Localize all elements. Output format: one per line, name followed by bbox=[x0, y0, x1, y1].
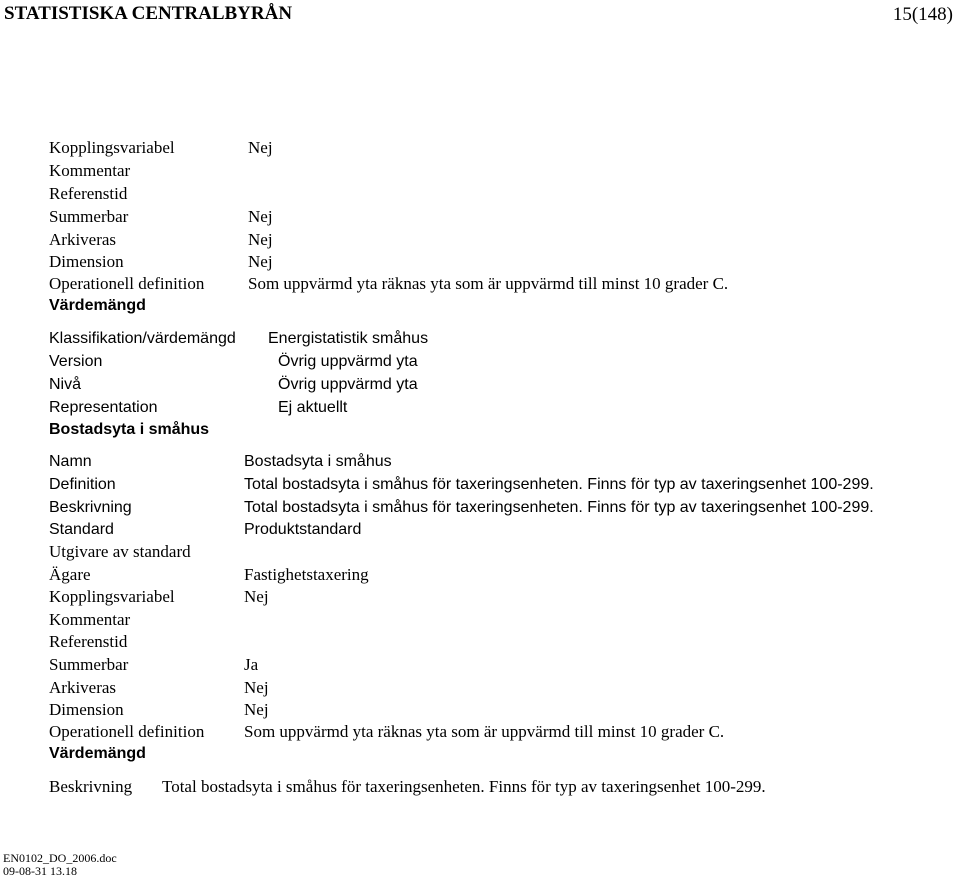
field-value: Fastighetstaxering bbox=[244, 565, 369, 584]
field-value: Nej bbox=[244, 587, 269, 606]
classification-label: Nivå bbox=[49, 376, 82, 393]
field-label: Arkiveras bbox=[49, 678, 117, 697]
classification-value: Övrig uppvärmd yta bbox=[278, 353, 418, 370]
field-label: Kopplingsvariabel bbox=[49, 587, 175, 606]
field-label: Kopplingsvariabel bbox=[49, 138, 175, 157]
field-label: Operationell definition bbox=[49, 274, 205, 293]
field-label: Standard bbox=[49, 521, 114, 538]
description-value: Total bostadsyta i småhus för taxeringsenheten. Finns för typ av taxeringsenhet 100-299. bbox=[162, 777, 766, 796]
classification-value: Övrig uppvärmd yta bbox=[278, 376, 418, 393]
field-value: Nej bbox=[248, 138, 273, 157]
field-label: Kommentar bbox=[49, 610, 131, 629]
field-label: Referenstid bbox=[49, 632, 128, 651]
field-value: Produktstandard bbox=[244, 521, 362, 538]
classification-value: Ej aktuellt bbox=[278, 399, 348, 416]
classification-label: Klassifikation/värdemängd bbox=[49, 330, 236, 347]
vardemangd-heading: Värdemängd bbox=[49, 745, 146, 762]
footer-document-name: EN0102_DO_2006.doc bbox=[3, 851, 117, 865]
field-label: Ägare bbox=[49, 565, 91, 584]
footer-date: 09-08-31 13.18 bbox=[3, 864, 77, 878]
field-label: Referenstid bbox=[49, 184, 128, 203]
field-label: Namn bbox=[49, 453, 92, 470]
field-value: Total bostadsyta i småhus för taxeringsenheten. Finns för typ av taxeringsenhet 100-299. bbox=[244, 476, 874, 493]
field-value: Bostadsyta i småhus bbox=[244, 453, 392, 470]
field-value: Som uppvärmd yta räknas yta som är uppvärmd till minst 10 grader C. bbox=[244, 722, 725, 741]
field-label: Dimension bbox=[49, 252, 124, 271]
field-label: Definition bbox=[49, 476, 116, 493]
page-number: 15(148) bbox=[892, 4, 953, 25]
classification-label: Version bbox=[49, 353, 103, 370]
description-label: Beskrivning bbox=[49, 777, 133, 796]
variable-heading: Bostadsyta i småhus bbox=[49, 421, 210, 438]
field-value: Nej bbox=[248, 207, 273, 226]
field-label: Beskrivning bbox=[49, 499, 132, 516]
vardemangd-heading: Värdemängd bbox=[49, 297, 146, 314]
classification-value: Energistatistik småhus bbox=[268, 330, 429, 347]
field-label: Summerbar bbox=[49, 207, 129, 226]
field-value: Total bostadsyta i småhus för taxeringsenheten. Finns för typ av taxeringsenhet 100-299. bbox=[244, 499, 874, 516]
field-label: Arkiveras bbox=[49, 230, 117, 249]
field-value: Ja bbox=[244, 655, 259, 674]
field-value: Nej bbox=[248, 230, 273, 249]
page-header-title: STATISTISKA CENTRALBYRÅN bbox=[4, 3, 293, 24]
field-value: Nej bbox=[244, 700, 269, 719]
field-label: Utgivare av standard bbox=[49, 542, 191, 561]
field-label: Dimension bbox=[49, 700, 124, 719]
field-value: Nej bbox=[248, 252, 273, 271]
field-label: Summerbar bbox=[49, 655, 129, 674]
classification-label: Representation bbox=[49, 399, 158, 416]
field-value: Som uppvärmd yta räknas yta som är uppvärmd till minst 10 grader C. bbox=[248, 274, 729, 293]
field-label: Kommentar bbox=[49, 161, 131, 180]
field-label: Operationell definition bbox=[49, 722, 205, 741]
field-value: Nej bbox=[244, 678, 269, 697]
